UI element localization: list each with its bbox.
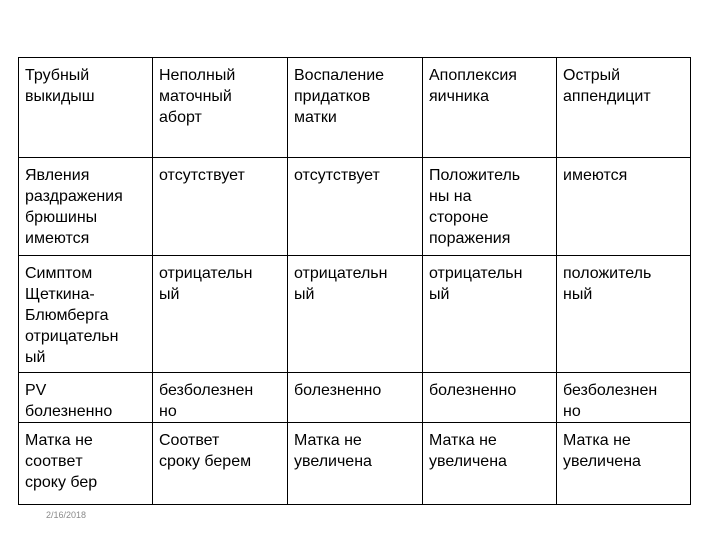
table-row xyxy=(19,158,691,256)
table-row xyxy=(19,58,691,158)
table-cell: отрицательн ый xyxy=(423,256,557,373)
slide-date: 2/16/2018 xyxy=(46,510,87,520)
table-cell: Острый аппендицит xyxy=(557,58,691,158)
table-row xyxy=(19,256,691,373)
table-cell: Матка не соотвeт сроку бер xyxy=(19,423,153,505)
table-cell: Положитель ны на стороне поражения xyxy=(423,158,557,256)
table-cell: отрицательн ый xyxy=(153,256,288,373)
table-cell: Явления раздражения брюшины имеются xyxy=(19,158,153,256)
table-row xyxy=(19,423,691,505)
table-cell: Матка не увеличена xyxy=(557,423,691,505)
table-cell: положитель ный xyxy=(557,256,691,373)
table-cell: Соответ сроку берем xyxy=(153,423,288,505)
table-cell: отсутствует xyxy=(288,158,423,256)
table-cell: Неполный маточный аборт xyxy=(153,58,288,158)
table-cell: Матка не увеличена xyxy=(423,423,557,505)
table-row xyxy=(19,373,691,423)
table-cell: безболезнен но xyxy=(557,373,691,423)
table-cell: Матка не увеличена xyxy=(288,423,423,505)
table-cell: имеются xyxy=(557,158,691,256)
table-cell: отсутствует xyxy=(153,158,288,256)
table-cell: Трубный выкидыш xyxy=(19,58,153,158)
table-cell: Апоплексия яичника xyxy=(423,58,557,158)
table-cell: болезненно xyxy=(423,373,557,423)
table-cell: болезненно xyxy=(288,373,423,423)
comparison-table xyxy=(18,57,691,505)
table-cell: безболезнен но xyxy=(153,373,288,423)
table-cell: PV болезненно xyxy=(19,373,153,423)
table-cell: отрицательн ый xyxy=(288,256,423,373)
table-cell: Симптом Щеткина- Блюмберга отрицательн ый xyxy=(19,256,153,373)
table-cell: Воспаление придатков матки xyxy=(288,58,423,158)
